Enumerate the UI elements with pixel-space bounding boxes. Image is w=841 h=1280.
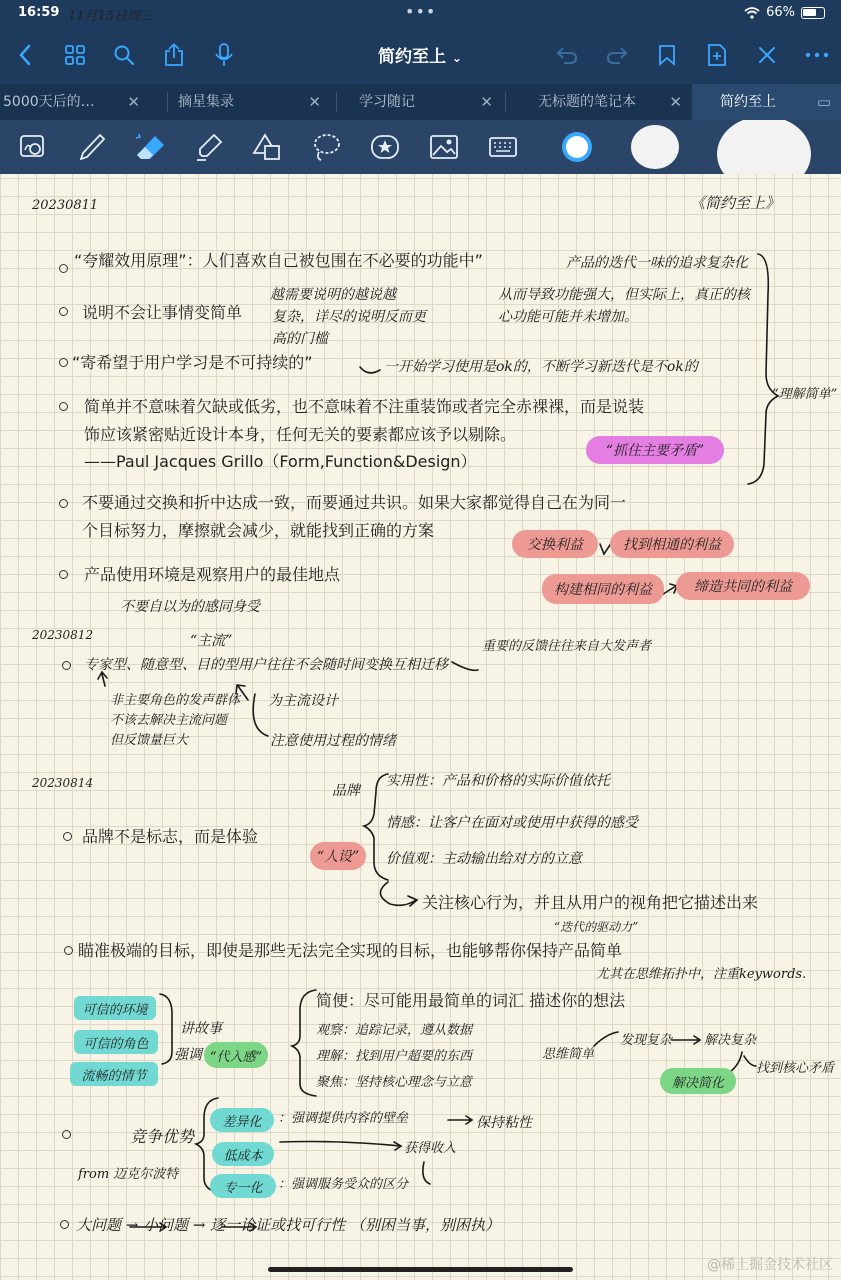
- redo-icon: [605, 45, 629, 65]
- redo-button[interactable]: [602, 40, 632, 70]
- chevron-down-icon: ⌄: [451, 51, 462, 65]
- note-text: “夸耀效用原理”：人们喜欢自己被包围在不必要的功能中”: [74, 251, 483, 270]
- handwritten-note: 大问题 → 小问题 → 逐一论证或找可行性 （别困当事，别困执）: [76, 1216, 500, 1234]
- notebook-title-text: 简约至上: [378, 47, 446, 67]
- battery-icon: [801, 7, 825, 19]
- more-dots-icon: [805, 52, 829, 58]
- highlight-pill: 找到相通的利益: [610, 530, 734, 558]
- highlight-pill: 专一化: [210, 1174, 276, 1198]
- bullet: [59, 307, 68, 316]
- highlight-pill: “代入感”: [204, 1042, 268, 1068]
- battery-percent: 66%: [766, 5, 795, 20]
- more-button[interactable]: [802, 40, 832, 70]
- pen-tool[interactable]: [75, 130, 109, 164]
- chevron-left-icon: [18, 44, 32, 66]
- bullet: [60, 1220, 69, 1229]
- handwritten-note: 不该去解决主流问题: [110, 713, 228, 728]
- bullet: [59, 570, 68, 579]
- date-heading-1: 20230811: [32, 198, 99, 213]
- handwritten-note: 但反馈量巨大: [110, 733, 189, 748]
- bullet: [59, 402, 68, 411]
- handwritten-note: 产品的迭代一味的追求复杂化: [566, 255, 748, 271]
- eraser-icon: [133, 132, 167, 162]
- note-text: “寄希望于用户学习是不可持续的”: [72, 353, 313, 372]
- bullet: [59, 264, 68, 273]
- note-text: 说明不会让事情变简单: [82, 303, 243, 322]
- bookmark-icon: [658, 44, 676, 66]
- bookmark-button[interactable]: [652, 40, 682, 70]
- tab-star-collection[interactable]: [168, 84, 333, 120]
- highlight-pill: 差异化: [210, 1108, 274, 1132]
- keyboard-tool[interactable]: [486, 130, 520, 164]
- share-icon: [163, 43, 185, 67]
- handwritten-note: “迭代的驱动力”: [554, 920, 639, 934]
- tab-label: 简约至上: [720, 94, 776, 110]
- handwritten-note: 观察：追踪记录，遵从数据: [316, 1023, 473, 1038]
- handwritten-note: 不要自以为的感同身受: [120, 599, 260, 615]
- highlight-pill: 可信的角色: [74, 1030, 158, 1054]
- sidebar-toggle-icon[interactable]: ▭: [816, 93, 831, 111]
- highlight-pill: 可信的环境: [74, 996, 156, 1020]
- bullet: [62, 1130, 71, 1139]
- tab-untitled-notebook[interactable]: [506, 84, 690, 120]
- search-button[interactable]: [109, 40, 139, 70]
- bullet: [59, 358, 68, 367]
- handwritten-note: 复杂，详尽的说明反而更: [272, 309, 426, 325]
- handwritten-note: 尤其在思维拓扑中，注重keywords.: [596, 967, 807, 982]
- handwritten-note: 一开始学习使用是ok的，不断学习新迭代是不ok的: [384, 359, 698, 375]
- image-icon: [429, 134, 459, 160]
- close-icon[interactable]: ✕: [480, 93, 493, 111]
- highlighter-icon: [194, 132, 224, 162]
- highlight-pill: 构建相同的利益: [542, 574, 664, 604]
- eraser-size-small[interactable]: [560, 130, 594, 164]
- tab-jianyue-zhishang[interactable]: [692, 84, 841, 120]
- undo-icon: [555, 45, 579, 65]
- handwritten-note: “主流”: [190, 633, 233, 649]
- handwritten-note: 解决复杂: [704, 1033, 757, 1048]
- back-button[interactable]: [10, 40, 40, 70]
- handwritten-note: ：强调提供内容的壁垒: [278, 1111, 409, 1126]
- note-text: 个目标努力，摩擦就会减少，就能找到正确的方案: [82, 521, 435, 540]
- nav-bar: [0, 26, 841, 84]
- handwritten-note: 重要的反馈往往来自大发声者: [482, 639, 652, 654]
- sticker-tool[interactable]: [368, 130, 402, 164]
- handwritten-note: 非主要角色的发声群体: [110, 693, 241, 708]
- image-tool[interactable]: [427, 130, 461, 164]
- size-dot-icon: [630, 124, 680, 170]
- highlight-pill: 交换利益: [512, 530, 598, 558]
- bullet: [63, 832, 72, 841]
- handwritten-note: from 迈克尔波特: [78, 1167, 179, 1182]
- tab-label: 无标题的笔记本: [538, 94, 636, 110]
- close-icon[interactable]: ✕: [669, 93, 682, 111]
- close-edit-button[interactable]: [752, 40, 782, 70]
- shape-tool[interactable]: [250, 130, 284, 164]
- handwritten-note: 保持粘性: [476, 1115, 532, 1131]
- note-text: 简单并不意味着欠缺或低劣，也不意味着不注重装饰或者完全赤裸裸，而是说装: [84, 397, 645, 416]
- tab-label: 摘星集录: [178, 94, 234, 110]
- pen-close-icon: [756, 44, 778, 66]
- highlight-pill: 低成本: [212, 1142, 274, 1166]
- status-time: 16:59: [18, 5, 60, 20]
- note-text: 不要通过交换和折中达成一致，而要通过共识。如果大家都觉得自己在为同一: [82, 493, 627, 512]
- eraser-tool[interactable]: [133, 130, 167, 164]
- tab-bar: [0, 84, 841, 120]
- keyboard-icon: [488, 136, 518, 158]
- microphone-icon: [214, 43, 234, 67]
- handwritten-note: 心功能可能并未增加。: [498, 309, 638, 325]
- close-icon[interactable]: ✕: [308, 93, 321, 111]
- handwritten-note: 竞争优势: [130, 1127, 195, 1146]
- note-text: 关注核心行为，并且从用户的视角把它描述出来: [422, 893, 759, 912]
- handwritten-note: 越需要说明的越说越: [270, 287, 396, 303]
- tab-label: 5000天后的…: [3, 94, 95, 110]
- handwritten-note: 思维简单: [542, 1047, 595, 1062]
- grid-view-button[interactable]: [60, 40, 90, 70]
- handwritten-note: 讲故事: [180, 1021, 222, 1037]
- notebook-title[interactable]: [330, 42, 510, 67]
- handwritten-note: 情感：让客户在面对或使用中获得的感受: [386, 815, 638, 831]
- highlight-pill: 解决简化: [660, 1068, 736, 1094]
- search-icon: [113, 44, 135, 66]
- date-heading-2: 20230812: [32, 628, 94, 642]
- handwritten-note: 价值观：主动输出给对方的立意: [386, 851, 582, 867]
- zoom-tool[interactable]: [16, 130, 50, 164]
- eraser-size-medium[interactable]: [630, 124, 680, 170]
- bullet: [62, 661, 71, 670]
- highlight-pill: 流畅的情节: [70, 1062, 158, 1086]
- highlight-pill: “抓住主要矛盾”: [586, 436, 724, 464]
- handwritten-note: 注意使用过程的情绪: [270, 733, 396, 749]
- handwritten-note: 强调: [174, 1047, 202, 1063]
- handwritten-note: 高的门槛: [272, 331, 328, 347]
- watermark: @稀土掘金技术社区: [707, 1257, 833, 1273]
- multitask-dots-icon[interactable]: •••: [405, 2, 437, 21]
- date-heading-3: 20230814: [32, 776, 94, 790]
- size-dot-icon: [560, 130, 594, 164]
- handwritten-note: 为主流设计: [268, 693, 338, 709]
- handwritten-note: “理解简单”: [772, 387, 838, 402]
- undo-button[interactable]: [552, 40, 582, 70]
- voice-button[interactable]: [209, 40, 239, 70]
- note-text: ——Paul Jacques Grillo（Form,Function&Design）: [84, 452, 477, 471]
- handwritten-note: 聚焦：坚持核心理念与立意: [316, 1075, 473, 1090]
- handwritten-note: 实用性：产品和价格的实际价值依托: [386, 773, 610, 789]
- note-text: 简便：尽可能用最简单的词汇 描述你的想法: [316, 991, 626, 1010]
- book-title: 《简约至上》: [690, 194, 781, 212]
- home-indicator[interactable]: [268, 1267, 573, 1272]
- highlighter-tool[interactable]: [192, 130, 226, 164]
- add-page-icon: [707, 43, 727, 67]
- handwritten-note: 找到核心矛盾: [756, 1061, 835, 1076]
- status-date: 11月15日周三: [68, 9, 154, 24]
- status-bar: [0, 0, 841, 26]
- tab-label: 学习随记: [359, 94, 415, 110]
- bullet: [64, 946, 73, 955]
- tab-5000-days[interactable]: [0, 84, 150, 120]
- note-text: 产品使用环境是观察用户的最佳地点: [84, 565, 341, 584]
- highlight-pill: “人设”: [310, 842, 366, 870]
- lasso-icon: [311, 132, 341, 162]
- handwritten-note: 品牌: [332, 783, 360, 799]
- star-sticker-icon: [370, 132, 400, 162]
- wifi-icon: [744, 7, 760, 19]
- handwritten-note: ：强调服务受众的区分: [278, 1177, 409, 1192]
- highlight-pill: 缔造共同的利益: [676, 572, 810, 600]
- handwritten-note: 发现复杂: [620, 1033, 673, 1048]
- size-dot-icon: [716, 120, 812, 174]
- bullet: [59, 499, 68, 508]
- note-text: 瞄准极端的目标，即使是那些无法完全实现的目标，也能够帮你保持产品简单: [78, 941, 623, 960]
- share-button[interactable]: [159, 40, 189, 70]
- note-page[interactable]: [0, 174, 841, 1280]
- tool-bar: [0, 120, 841, 174]
- handwritten-note: 获得收入: [404, 1141, 457, 1156]
- close-icon[interactable]: ✕: [127, 93, 140, 111]
- pen-icon: [78, 132, 106, 162]
- status-right: [744, 5, 825, 20]
- eraser-size-large[interactable]: [716, 120, 812, 174]
- grid-icon: [64, 44, 86, 66]
- handwritten-note: 从而导致功能强大，但实际上，真正的核: [498, 287, 750, 303]
- note-text: 品牌不是标志，而是体验: [82, 827, 259, 846]
- shapes-icon: [251, 132, 283, 162]
- handwritten-note: 专家型、随意型、目的型用户往往不会随时间变换互相迁移: [84, 657, 448, 673]
- handwritten-note: 理解：找到用户超要的东西: [316, 1049, 473, 1064]
- zoom-window-icon: [19, 134, 47, 160]
- tab-study-notes[interactable]: [337, 84, 503, 120]
- note-text: 饰应该紧密贴近设计本身，任何无关的要素都应该予以剔除。: [84, 425, 517, 444]
- lasso-tool[interactable]: [309, 130, 343, 164]
- add-page-button[interactable]: [702, 40, 732, 70]
